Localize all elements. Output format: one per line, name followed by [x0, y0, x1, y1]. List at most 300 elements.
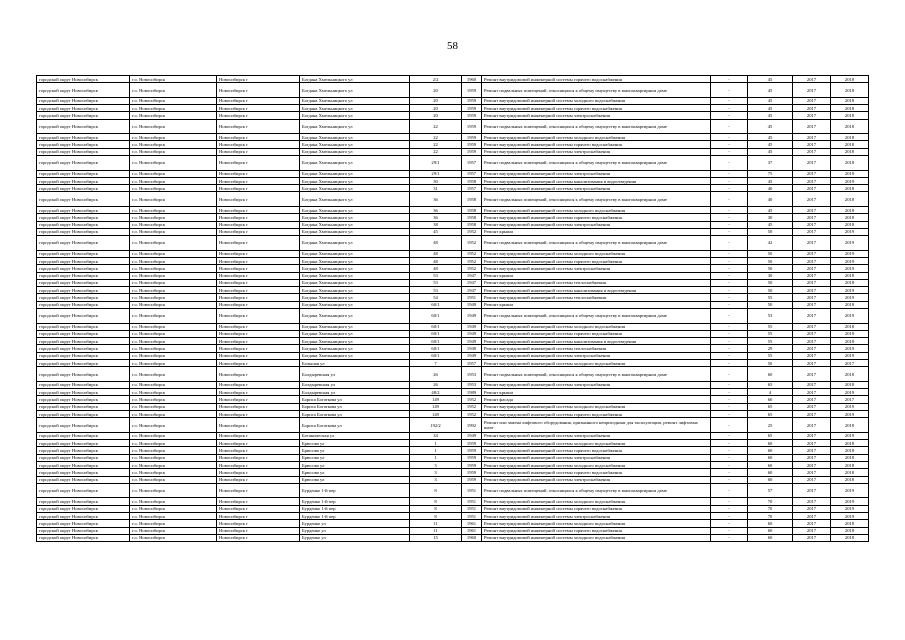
cell-value: 60: [748, 447, 793, 454]
cell-house: 3: [410, 476, 462, 483]
cell-city: Новосибирск г: [217, 177, 300, 184]
cell-cost: -: [711, 360, 748, 367]
cell-year: 1949: [462, 345, 482, 352]
cell-municipality: г.о. Новосибирск: [130, 257, 217, 264]
cell-district: городской округ Новосибирск: [37, 483, 130, 498]
cell-work-type: Ремонт внутридомовой инженерной системы электроснабжения: [482, 352, 711, 359]
cell-value: 45: [748, 112, 793, 119]
cell-city: Новосибирск г: [217, 476, 300, 483]
cell-district: городской округ Новосибирск: [37, 367, 130, 382]
cell-district: городской округ Новосибирск: [37, 520, 130, 527]
cell-city: Новосибирск г: [217, 483, 300, 498]
cell-end-year: 2018: [831, 97, 869, 104]
table-row: [37, 119, 869, 134]
cell-district: городской округ Новосибирск: [37, 272, 130, 279]
cell-house: 8: [410, 498, 462, 505]
table-row: [37, 141, 869, 148]
cell-start-year: 2017: [793, 454, 831, 461]
cell-street: Богдана Хмельницкого ул: [300, 221, 410, 228]
cell-municipality: г.о. Новосибирск: [130, 177, 217, 184]
table-row: [37, 148, 869, 155]
cell-district: городской округ Новосибирск: [37, 112, 130, 119]
cell-municipality: г.о. Новосибирск: [130, 396, 217, 403]
cell-street: Богдана Хмельницкого ул: [300, 236, 410, 251]
table-row: [37, 432, 869, 439]
table-row: [37, 411, 869, 418]
cell-end-year: 2018: [831, 476, 869, 483]
cell-year: 1953: [462, 381, 482, 388]
cell-value: 65: [748, 411, 793, 418]
cell-end-year: 2018: [831, 156, 869, 171]
cell-cost: -: [711, 396, 748, 403]
cell-municipality: г.о. Новосибирск: [130, 483, 217, 498]
cell-municipality: г.о. Новосибирск: [130, 432, 217, 439]
cell-city: Новосибирск г: [217, 206, 300, 213]
cell-district: городской округ Новосибирск: [37, 323, 130, 330]
cell-value: 60: [748, 476, 793, 483]
cell-year: 1952: [462, 396, 482, 403]
table-row: [37, 476, 869, 483]
cell-cost: -: [711, 177, 748, 184]
cell-cost: -: [711, 257, 748, 264]
cell-municipality: г.о. Новосибирск: [130, 228, 217, 235]
cell-house: 3: [410, 461, 462, 468]
cell-district: городской округ Новосибирск: [37, 527, 130, 534]
cell-house: 1: [410, 447, 462, 454]
cell-cost: -: [711, 309, 748, 324]
cell-district: городской округ Новосибирск: [37, 440, 130, 447]
cell-city: Новосибирск г: [217, 338, 300, 345]
cell-start-year: 2017: [793, 97, 831, 104]
cell-district: городской округ Новосибирск: [37, 476, 130, 483]
cell-house: 53: [410, 279, 462, 286]
cell-end-year: 2018: [831, 301, 869, 308]
cell-year: 1949: [462, 432, 482, 439]
cell-value: 50: [748, 265, 793, 272]
cell-district: городской округ Новосибирск: [37, 411, 130, 418]
cell-value: 45: [748, 83, 793, 98]
cell-street: Богдана Хмельницкого ул: [300, 185, 410, 192]
cell-street: Богдана Хмельницкого ул: [300, 352, 410, 359]
cell-district: городской округ Новосибирск: [37, 403, 130, 410]
cell-municipality: г.о. Новосибирск: [130, 236, 217, 251]
cell-city: Новосибирск г: [217, 301, 300, 308]
cell-value: 50: [748, 301, 793, 308]
cell-work-type: Ремонт крыши: [482, 228, 711, 235]
table-row: [37, 294, 869, 301]
cell-cost: -: [711, 483, 748, 498]
cell-street: Большая ул: [300, 360, 410, 367]
cell-year: 1952: [462, 257, 482, 264]
cell-end-year: 2019: [831, 177, 869, 184]
cell-start-year: 2017: [793, 206, 831, 213]
cell-end-year: 2019: [831, 345, 869, 352]
table-row: [37, 454, 869, 461]
cell-district: городской округ Новосибирск: [37, 505, 130, 512]
cell-year: 1959: [462, 447, 482, 454]
cell-street: Бурденко 1-й пер: [300, 498, 410, 505]
cell-start-year: 2017: [793, 403, 831, 410]
cell-value: 55: [748, 330, 793, 337]
cell-value: 60: [748, 520, 793, 527]
cell-municipality: г.о. Новосибирск: [130, 381, 217, 388]
cell-start-year: 2017: [793, 294, 831, 301]
cell-municipality: г.о. Новосибирск: [130, 338, 217, 345]
cell-value: 70: [748, 512, 793, 519]
cell-end-year: 2018: [831, 112, 869, 119]
cell-value: 45: [748, 97, 793, 104]
cell-year: 1960: [462, 534, 482, 541]
cell-year: 1952: [462, 403, 482, 410]
cell-value: 50: [748, 279, 793, 286]
cell-start-year: 2017: [793, 192, 831, 207]
cell-house: 60/1: [410, 338, 462, 345]
cell-house: 1: [410, 440, 462, 447]
cell-house: 22: [410, 141, 462, 148]
cell-street: Богдана Хмельницкого ул: [300, 338, 410, 345]
cell-street: Богдана Хмельницкого ул: [300, 134, 410, 141]
cell-cost: -: [711, 97, 748, 104]
cell-house: 53: [410, 272, 462, 279]
cell-house: 20: [410, 97, 462, 104]
table-row: [37, 221, 869, 228]
cell-city: Новосибирск г: [217, 418, 300, 433]
table-row: [37, 440, 869, 447]
cell-work-type: Ремонт крыши: [482, 272, 711, 279]
cell-street: Брюсова ул: [300, 461, 410, 468]
cell-value: 55: [748, 294, 793, 301]
cell-end-year: 2019: [831, 236, 869, 251]
cell-district: городской округ Новосибирск: [37, 206, 130, 213]
cell-house: 22: [410, 119, 462, 134]
cell-district: городской округ Новосибирск: [37, 447, 130, 454]
cell-cost: -: [711, 83, 748, 98]
cell-year: 1951: [462, 483, 482, 498]
cell-city: Новосибирск г: [217, 403, 300, 410]
cell-end-year: 2017: [831, 396, 869, 403]
cell-work-type: Ремонт внутридомовой инженерной системы горячего водоснабжения: [482, 527, 711, 534]
cell-district: городской округ Новосибирск: [37, 389, 130, 396]
cell-street: Богдана Хмельницкого ул: [300, 214, 410, 221]
table-row: [37, 534, 869, 541]
cell-city: Новосибирск г: [217, 330, 300, 337]
cell-district: городской округ Новосибирск: [37, 381, 130, 388]
cell-district: городской округ Новосибирск: [37, 257, 130, 264]
cell-district: городской округ Новосибирск: [37, 83, 130, 98]
cell-municipality: г.о. Новосибирск: [130, 440, 217, 447]
cell-district: городской округ Новосибирск: [37, 301, 130, 308]
cell-year: 1952: [462, 250, 482, 257]
cell-district: городской округ Новосибирск: [37, 236, 130, 251]
cell-year: 1958: [462, 177, 482, 184]
cell-municipality: г.о. Новосибирск: [130, 279, 217, 286]
cell-end-year: 2018: [831, 279, 869, 286]
cell-end-year: 2018: [831, 367, 869, 382]
cell-start-year: 2017: [793, 221, 831, 228]
cell-house: 11: [410, 520, 462, 527]
cell-value: 40: [748, 185, 793, 192]
cell-street: Ботаническая ул: [300, 432, 410, 439]
cell-value: 65: [748, 432, 793, 439]
cell-end-year: 2019: [831, 432, 869, 439]
table-row: [37, 512, 869, 519]
cell-work-type: Ремонт подвальных помещений, относящихся к общему имуществу в многоквартирном доме: [482, 192, 711, 207]
cell-city: Новосибирск г: [217, 97, 300, 104]
cell-value: 45: [748, 206, 793, 213]
cell-municipality: г.о. Новосибирск: [130, 498, 217, 505]
cell-work-type: Ремонт внутридомовой инженерной системы холодного водоснабжения: [482, 534, 711, 541]
cell-district: городской округ Новосибирск: [37, 250, 130, 257]
cell-value: 60: [748, 440, 793, 447]
cell-street: Бурденко ул: [300, 527, 410, 534]
cell-cost: -: [711, 119, 748, 134]
cell-city: Новосибирск г: [217, 76, 300, 83]
cell-cost: -: [711, 148, 748, 155]
cell-work-type: Ремонт внутридомовой инженерной системы холодного водоснабжения: [482, 498, 711, 505]
cell-city: Новосибирск г: [217, 119, 300, 134]
cell-house: 29/1: [410, 170, 462, 177]
cell-year: 1959: [462, 119, 482, 134]
cell-year: 1989: [462, 389, 482, 396]
cell-city: Новосибирск г: [217, 236, 300, 251]
cell-district: городской округ Новосибирск: [37, 192, 130, 207]
cell-value: 60: [748, 367, 793, 382]
table-row: [37, 279, 869, 286]
cell-cost: -: [711, 76, 748, 83]
cell-street: Богдана Хмельницкого ул: [300, 309, 410, 324]
cell-district: городской округ Новосибирск: [37, 265, 130, 272]
cell-work-type: Ремонт внутридомовой инженерной системы теплоснабжения: [482, 294, 711, 301]
cell-city: Новосибирск г: [217, 287, 300, 294]
cell-start-year: 2017: [793, 534, 831, 541]
cell-value: 60: [748, 469, 793, 476]
cell-end-year: 2018: [831, 105, 869, 112]
cell-cost: -: [711, 287, 748, 294]
cell-year: 1947: [462, 272, 482, 279]
cell-house: 20: [410, 112, 462, 119]
cell-municipality: г.о. Новосибирск: [130, 389, 217, 396]
table-row: [37, 236, 869, 251]
cell-value: 65: [748, 403, 793, 410]
cell-cost: -: [711, 454, 748, 461]
cell-street: Брюсова ул: [300, 440, 410, 447]
cell-work-type: Ремонт внутридомовой инженерной системы электроснабжения: [482, 265, 711, 272]
cell-city: Новосибирск г: [217, 265, 300, 272]
cell-street: Богдана Хмельницкого ул: [300, 148, 410, 155]
cell-start-year: 2017: [793, 177, 831, 184]
cell-start-year: 2017: [793, 105, 831, 112]
cell-district: городской округ Новосибирск: [37, 469, 130, 476]
cell-house: 26: [410, 381, 462, 388]
cell-end-year: 2018: [831, 454, 869, 461]
cell-value: 45: [748, 141, 793, 148]
cell-year: 1959: [462, 461, 482, 468]
cell-value: 45: [748, 119, 793, 134]
cell-end-year: 2017: [831, 360, 869, 367]
cell-cost: -: [711, 134, 748, 141]
cell-work-type: Ремонт внутридомовой инженерной системы холодного водоснабжения: [482, 403, 711, 410]
cell-house: 8: [410, 512, 462, 519]
cell-street: Богдана Хмельницкого ул: [300, 287, 410, 294]
cell-street: Богдана Хмельницкого ул: [300, 119, 410, 134]
cell-start-year: 2017: [793, 119, 831, 134]
table-row: [37, 505, 869, 512]
cell-cost: -: [711, 323, 748, 330]
table-row: [37, 112, 869, 119]
cell-value: 60: [748, 396, 793, 403]
cell-end-year: 2018: [831, 447, 869, 454]
cell-cost: -: [711, 389, 748, 396]
cell-street: Болдыревская ул: [300, 381, 410, 388]
table-row: [37, 265, 869, 272]
cell-city: Новосибирск г: [217, 148, 300, 155]
table-row: [37, 83, 869, 98]
cell-cost: -: [711, 338, 748, 345]
cell-municipality: г.о. Новосибирск: [130, 272, 217, 279]
cell-house: 36: [410, 206, 462, 213]
cell-municipality: г.о. Новосибирск: [130, 461, 217, 468]
cell-district: городской округ Новосибирск: [37, 294, 130, 301]
cell-city: Новосибирск г: [217, 454, 300, 461]
table-row: [37, 214, 869, 221]
cell-house: 11: [410, 527, 462, 534]
cell-start-year: 2017: [793, 265, 831, 272]
table-row: [37, 323, 869, 330]
cell-cost: -: [711, 352, 748, 359]
cell-cost: -: [711, 527, 748, 534]
cell-end-year: 2019: [831, 505, 869, 512]
table-row: [37, 301, 869, 308]
cell-start-year: 2017: [793, 250, 831, 257]
table-row: [37, 403, 869, 410]
cell-end-year: 2019: [831, 257, 869, 264]
cell-municipality: г.о. Новосибирск: [130, 83, 217, 98]
cell-start-year: 2017: [793, 287, 831, 294]
cell-house: 26: [410, 367, 462, 382]
cell-city: Новосибирск г: [217, 192, 300, 207]
cell-cost: -: [711, 156, 748, 171]
cell-value: 45: [748, 177, 793, 184]
cell-work-type: Ремонт внутридомовой инженерной системы электроснабжения: [482, 381, 711, 388]
cell-district: городской округ Новосибирск: [37, 352, 130, 359]
cell-start-year: 2017: [793, 309, 831, 324]
cell-municipality: г.о. Новосибирск: [130, 294, 217, 301]
cell-start-year: 2017: [793, 367, 831, 382]
cell-start-year: 2017: [793, 476, 831, 483]
table-row: [37, 185, 869, 192]
cell-end-year: 2018: [831, 338, 869, 345]
cell-cost: -: [711, 505, 748, 512]
table-row: [37, 192, 869, 207]
cell-house: 60/1: [410, 352, 462, 359]
cell-district: городской округ Новосибирск: [37, 498, 130, 505]
cell-street: Богдана Хмельницкого ул: [300, 177, 410, 184]
cell-city: Новосибирск г: [217, 389, 300, 396]
cell-house: 22: [410, 134, 462, 141]
cell-value: 50: [748, 257, 793, 264]
cell-start-year: 2017: [793, 360, 831, 367]
cell-start-year: 2017: [793, 461, 831, 468]
cell-district: городской округ Новосибирск: [37, 512, 130, 519]
cell-cost: -: [711, 403, 748, 410]
cell-start-year: 2017: [793, 338, 831, 345]
cell-work-type: Ремонт внутридомовой инженерной системы горячего водоснабжения: [482, 447, 711, 454]
cell-house: 36: [410, 214, 462, 221]
cell-municipality: г.о. Новосибирск: [130, 156, 217, 171]
cell-value: 60: [748, 527, 793, 534]
cell-year: 1959: [462, 148, 482, 155]
cell-municipality: г.о. Новосибирск: [130, 323, 217, 330]
cell-municipality: г.о. Новосибирск: [130, 330, 217, 337]
cell-start-year: 2017: [793, 301, 831, 308]
cell-work-type: Ремонт внутридомовой инженерной системы канализования и водоотведения: [482, 177, 711, 184]
cell-value: 65: [748, 381, 793, 388]
cell-street: Богдана Хмельницкого ул: [300, 279, 410, 286]
cell-work-type: Ремонт внутридомовой инженерной системы горячего водоснабжения: [482, 214, 711, 221]
cell-district: городской округ Новосибирск: [37, 418, 130, 433]
cell-city: Новосибирск г: [217, 141, 300, 148]
cell-municipality: г.о. Новосибирск: [130, 105, 217, 112]
cell-end-year: 2019: [831, 411, 869, 418]
cell-end-year: 2018: [831, 527, 869, 534]
cell-street: Богдана Хмельницкого ул: [300, 301, 410, 308]
cell-start-year: 2017: [793, 170, 831, 177]
cell-city: Новосибирск г: [217, 170, 300, 177]
cell-street: Брюсова ул: [300, 469, 410, 476]
cell-work-type: Ремонт внутридомовой инженерной системы холодного водоснабжения: [482, 134, 711, 141]
cell-municipality: г.о. Новосибирск: [130, 367, 217, 382]
table-row: [37, 483, 869, 498]
cell-district: городской округ Новосибирск: [37, 338, 130, 345]
cell-house: 29/1: [410, 156, 462, 171]
cell-house: 1: [410, 454, 462, 461]
cell-house: 60/1: [410, 323, 462, 330]
cell-year: 1951: [462, 294, 482, 301]
cell-end-year: 2019: [831, 403, 869, 410]
cell-cost: -: [711, 214, 748, 221]
cell-year: 1959: [462, 440, 482, 447]
cell-start-year: 2017: [793, 236, 831, 251]
cell-street: Бурденко ул: [300, 534, 410, 541]
cell-work-type: Ремонт подвальных помещений, относящихся к общему имуществу в многоквартирном доме: [482, 483, 711, 498]
cell-work-type: Ремонт внутридомовой инженерной системы электроснабжения: [482, 221, 711, 228]
table-row: [37, 250, 869, 257]
cell-street: Богдана Хмельницкого ул: [300, 192, 410, 207]
cell-end-year: 2018: [831, 418, 869, 433]
cell-cost: -: [711, 411, 748, 418]
table-row: [37, 170, 869, 177]
cell-municipality: г.о. Новосибирск: [130, 76, 217, 83]
cell-cost: -: [711, 520, 748, 527]
cell-house: 48: [410, 250, 462, 257]
cell-city: Новосибирск г: [217, 396, 300, 403]
table-row: [37, 330, 869, 337]
cell-district: городской округ Новосибирск: [37, 177, 130, 184]
cell-year: 1951: [462, 498, 482, 505]
table-row: [37, 381, 869, 388]
cell-year: 1958: [462, 192, 482, 207]
cell-house: 60/1: [410, 301, 462, 308]
cell-house: 34: [410, 432, 462, 439]
cell-end-year: 2018: [831, 206, 869, 213]
cell-work-type: Ремонт внутридомовой инженерной системы электроснабжения: [482, 112, 711, 119]
cell-city: Новосибирск г: [217, 498, 300, 505]
cell-value: 60: [748, 461, 793, 468]
cell-year: 1947: [462, 287, 482, 294]
cell-house: 20: [410, 83, 462, 98]
cell-city: Новосибирск г: [217, 279, 300, 286]
cell-value: 50: [748, 250, 793, 257]
